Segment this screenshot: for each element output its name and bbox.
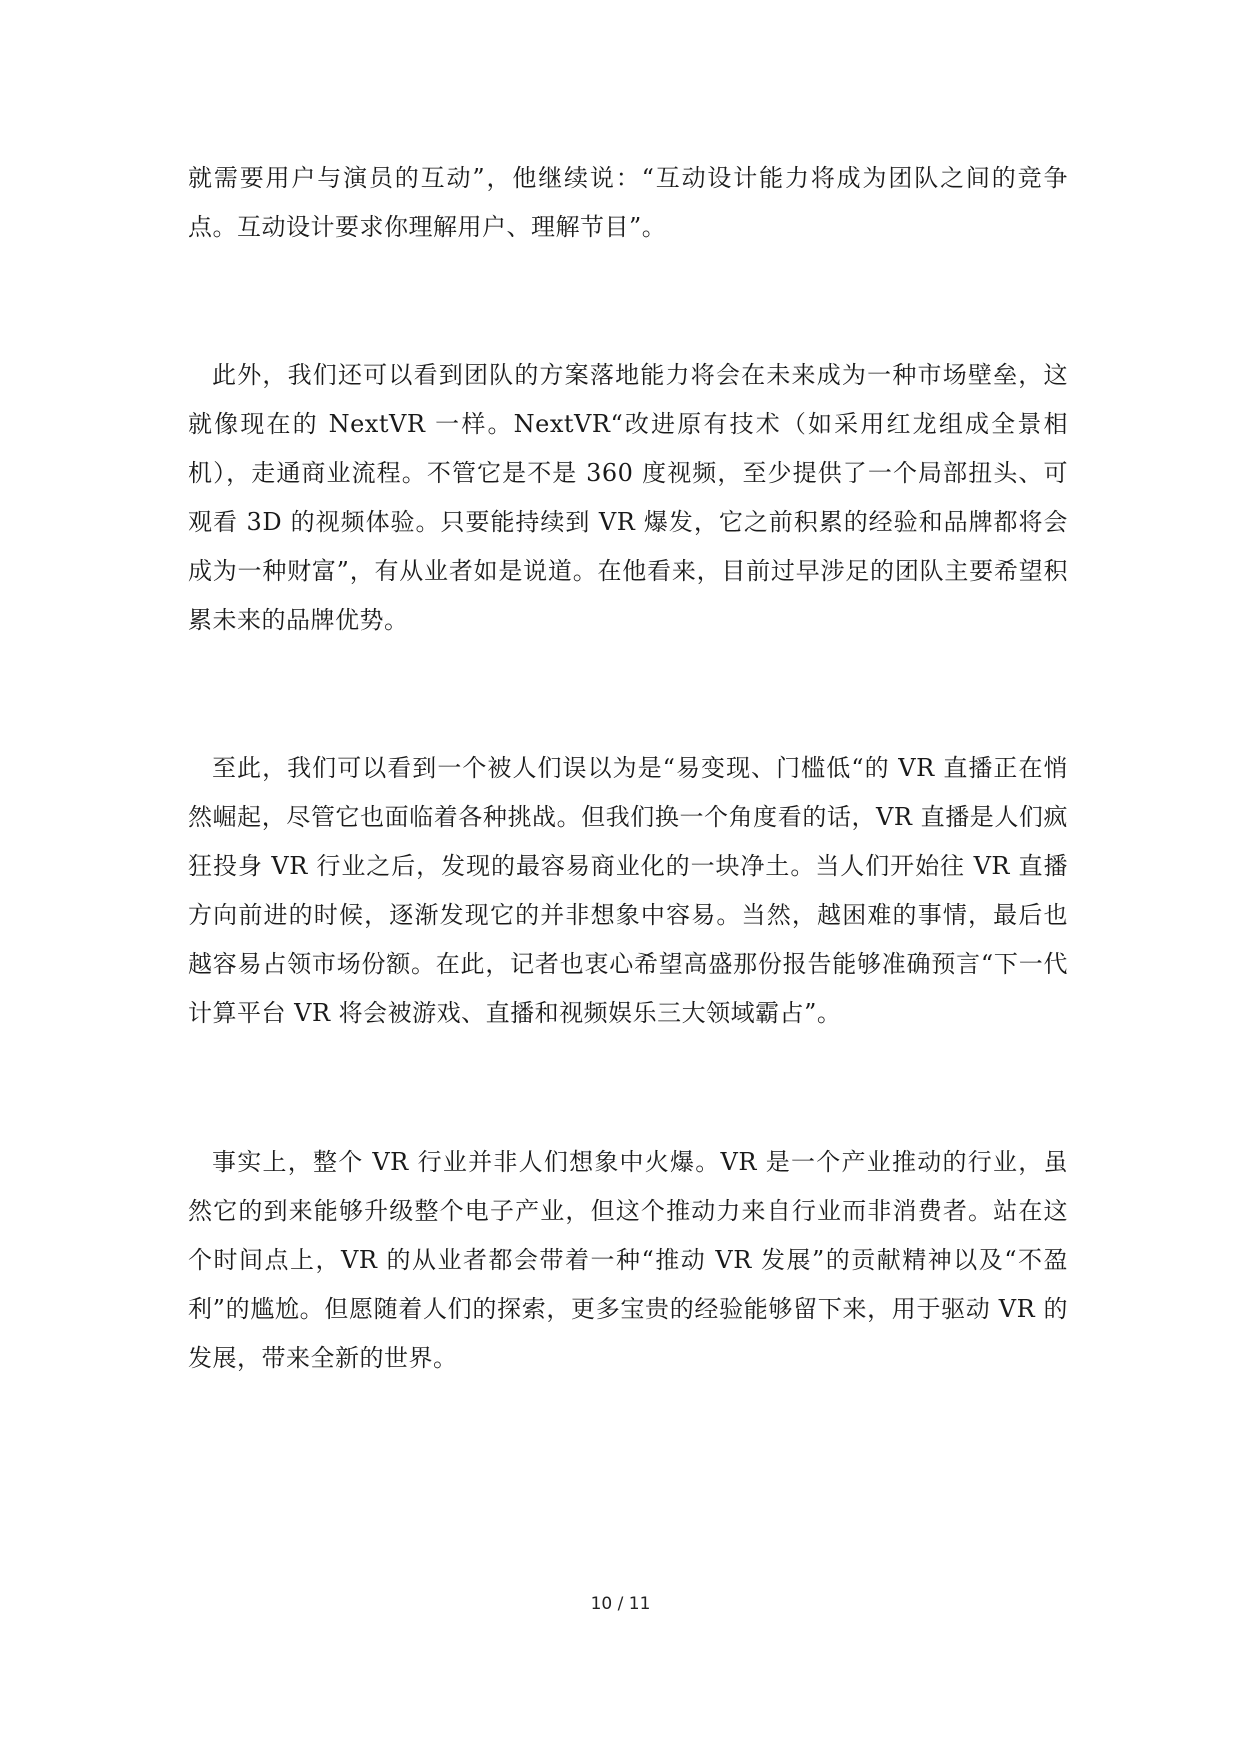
paragraph-conclusion: 事实上，整个 VR 行业并非人们想象中火爆。VR 是一个产业推动的行业，虽然它的到来能够升级整个电子产业，但这个推动力来自行业而非消费者。站在这个时间点上，VR 的从业者都会带着一种“推动 VR 发展”的贡献精神以及“不盈利”的尴尬。但愿随着人们的探索，更多宝贵的经验能够留下来，用于驱动 VR 的发展，带来全新的世界。 [188, 1148, 1068, 1372]
page-number: 10 / 11 [590, 1594, 651, 1614]
paragraph-vr-live: 至此，我们可以看到一个被人们误以为是“易变现、门槛低“的 VR 直播正在悄然崛起，尽管它也面临着各种挑战。但我们换一个角度看的话，VR 直播是人们疯狂投身 VR 行业之后，发现的最容易商业化的一块净土。当人们开始往 VR 直播方向前进的时候，逐渐发现它的并非想象中容易。当然，越困难的事情，最后也越容易占领市场份额。在此，记者也衷心希望高盛那份报告能够准确预言“下一代计算平台 VR 将会被游戏、直播和视频娱乐三大领域霸占”。 [188, 754, 1068, 1027]
paragraph-continued: 就需要用户与演员的互动”，他继续说：“互动设计能力将成为团队之间的竞争点。互动设计要求你理解用户、理解节目”。 [188, 164, 1068, 241]
paragraph-nextvr: 此外，我们还可以看到团队的方案落地能力将会在未来成为一种市场壁垒，这就像现在的 NextVR 一样。NextVR“改进原有技术（如采用红龙组成全景相机），走通商业流程。不管它是不是 360 度视频，至少提供了一个局部扭头、可观看 3D 的视频体验。只要能持续到 VR 爆发，它之前积累的经验和品牌都将会成为一种财富”，有从业者如是说道。在他看来，目前过早涉足的团队主要希望积累未来的品牌优势。 [188, 361, 1068, 634]
